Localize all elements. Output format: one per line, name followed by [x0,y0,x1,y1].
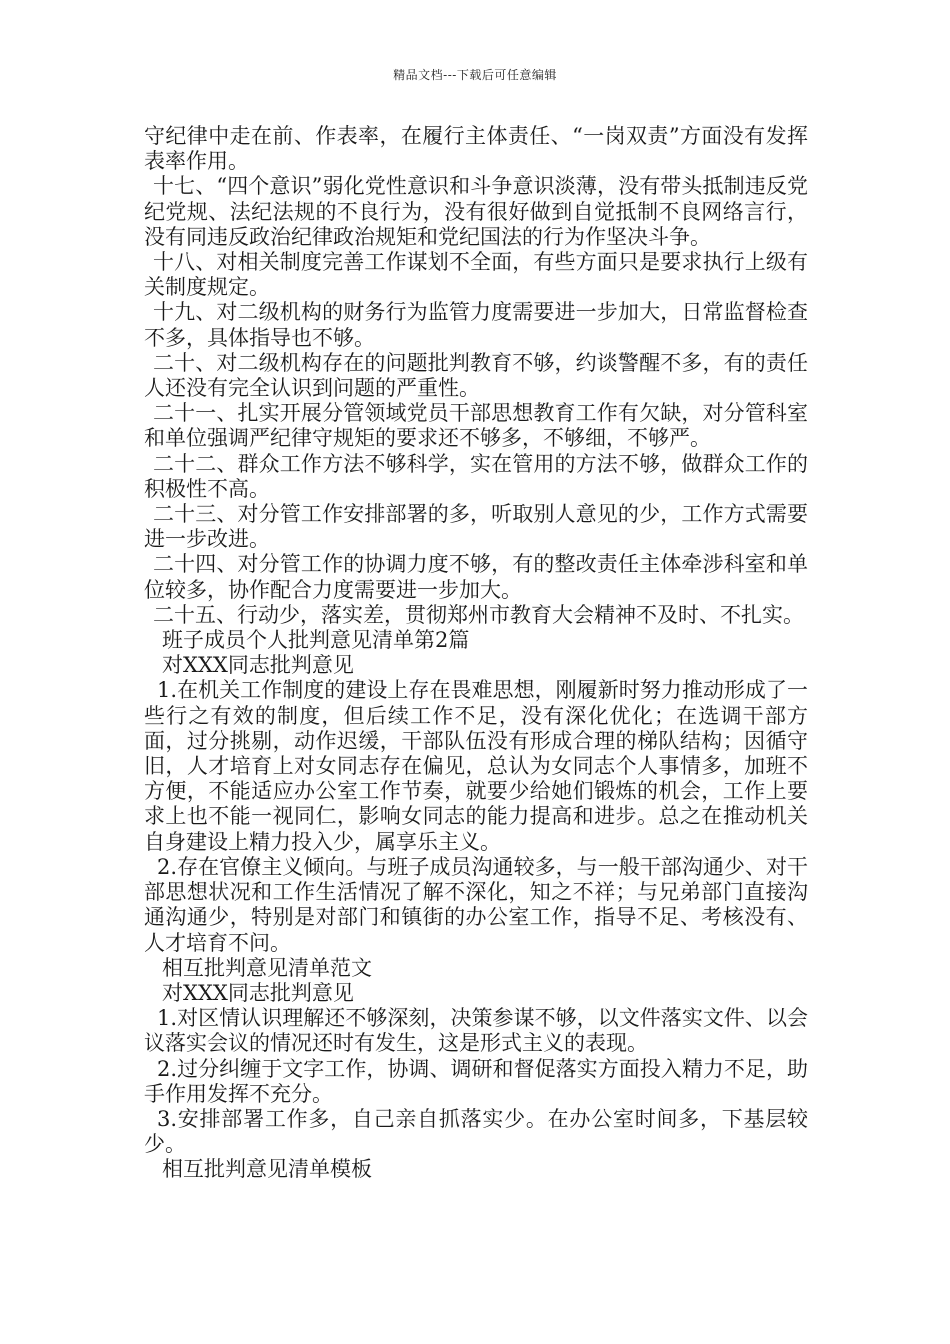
paragraph-item-24: 二十四、对分管工作的协调力度不够，有的整改责任主体牵涉科室和单位较多，协作配合力度需要进一步加大。 [144,552,808,602]
paragraph-item-22: 二十二、群众工作方法不够科学，实在管用的方法不够，做群众工作的积极性不高。 [144,451,808,501]
section-heading: 相互批判意见清单模板 [162,1157,372,1182]
paragraph-item-21: 二十一、扎实开展分管领域党员干部思想教育工作有欠缺，对分管科室和单位强调严纪律守规矩的要求还不够多，不够细，不够严。 [144,401,808,451]
paragraph-item-19: 十九、对二级机构的财务行为监管力度需要进一步加大，日常监督检查不多，具体指导也不够。 [144,300,808,350]
document-body [144,124,808,1183]
subsection-heading: 对XXX同志批判意见 [162,653,354,678]
paragraph-point-1: 1.对区情认识理解还不够深刻，决策参谋不够，以文件落实文件、以会议落实会议的情况还时有发生，这是形式主义的表现。 [144,1006,808,1056]
paragraph-point-2: 2.过分纠缠于文字工作，协调、调研和督促落实方面投入精力不足，助手作用发挥不充分。 [144,1056,808,1106]
page-header: 精品文档---下载后可任意编辑 [393,68,557,82]
paragraph-item-25: 二十五、行动少，落实差，贯彻郑州市教育大会精神不及时、不扎实。 [153,602,804,627]
section-heading: 相互批判意见清单范文 [162,955,372,980]
section-heading: 班子成员个人批判意见清单第2篇 [162,628,470,653]
paragraph-item-17: 十七、“四个意识”弱化党性意识和斗争意识淡薄，没有带头抵制违反党纪党规、法纪法规的不良行为，没有很好做到自觉抵制不良网络言行，没有同违反政治纪律政治规矩和党纪国法的行为作坚决斗争。 [144,174,808,249]
paragraph-item-20: 二十、对二级机构存在的问题批判教育不够，约谈警醒不多，有的责任人还没有完全认识到问题的严重性。 [144,350,808,401]
subsection-heading: 对XXX同志批判意见 [162,980,354,1005]
paragraph-item-18: 十八、对相关制度完善工作谋划不全面，有些方面只是要求执行上级有关制度规定。 [144,250,808,300]
paragraph-point-2: 2.存在官僚主义倾向。与班子成员沟通较多，与一般干部沟通少、对干部思想状况和工作生活情况了解不深化，知之不祥；与兄弟部门直接沟通沟通少，特别是对部门和镇街的办公室工作，指导不足、考核没有、人才培育不问。 [144,854,808,955]
paragraph-continuation: 守纪律中走在前、作表率，在履行主体责任、“一岗双责”方面没有发挥表率作用。 [144,124,808,174]
paragraph-point-3: 3.安排部署工作多，自己亲自抓落实少。在办公室时间多，下基层较少。 [144,1106,808,1157]
paragraph-item-23: 二十三、对分管工作安排部署的多，听取别人意见的少，工作方式需要进一步改进。 [144,502,808,552]
paragraph-point-1: 1.在机关工作制度的建设上存在畏难思想，刚履新时努力推动形成了一些行之有效的制度，但后续工作不足，没有深化优化；在选调干部方面，过分挑剔，动作迟缓，干部队伍没有形成合理的梯队结构；因循守旧，人才培育上对女同志存在偏见，总认为女同志个人事情多，加班不方便，不能适应办公室工作节奏，就要少给她们锻炼的机会，工作上要求上也不能一视同仁，影响女同志的能力提高和进步。总之在推动机关自身建设上精力投入少，属享乐主义。 [144,678,808,854]
